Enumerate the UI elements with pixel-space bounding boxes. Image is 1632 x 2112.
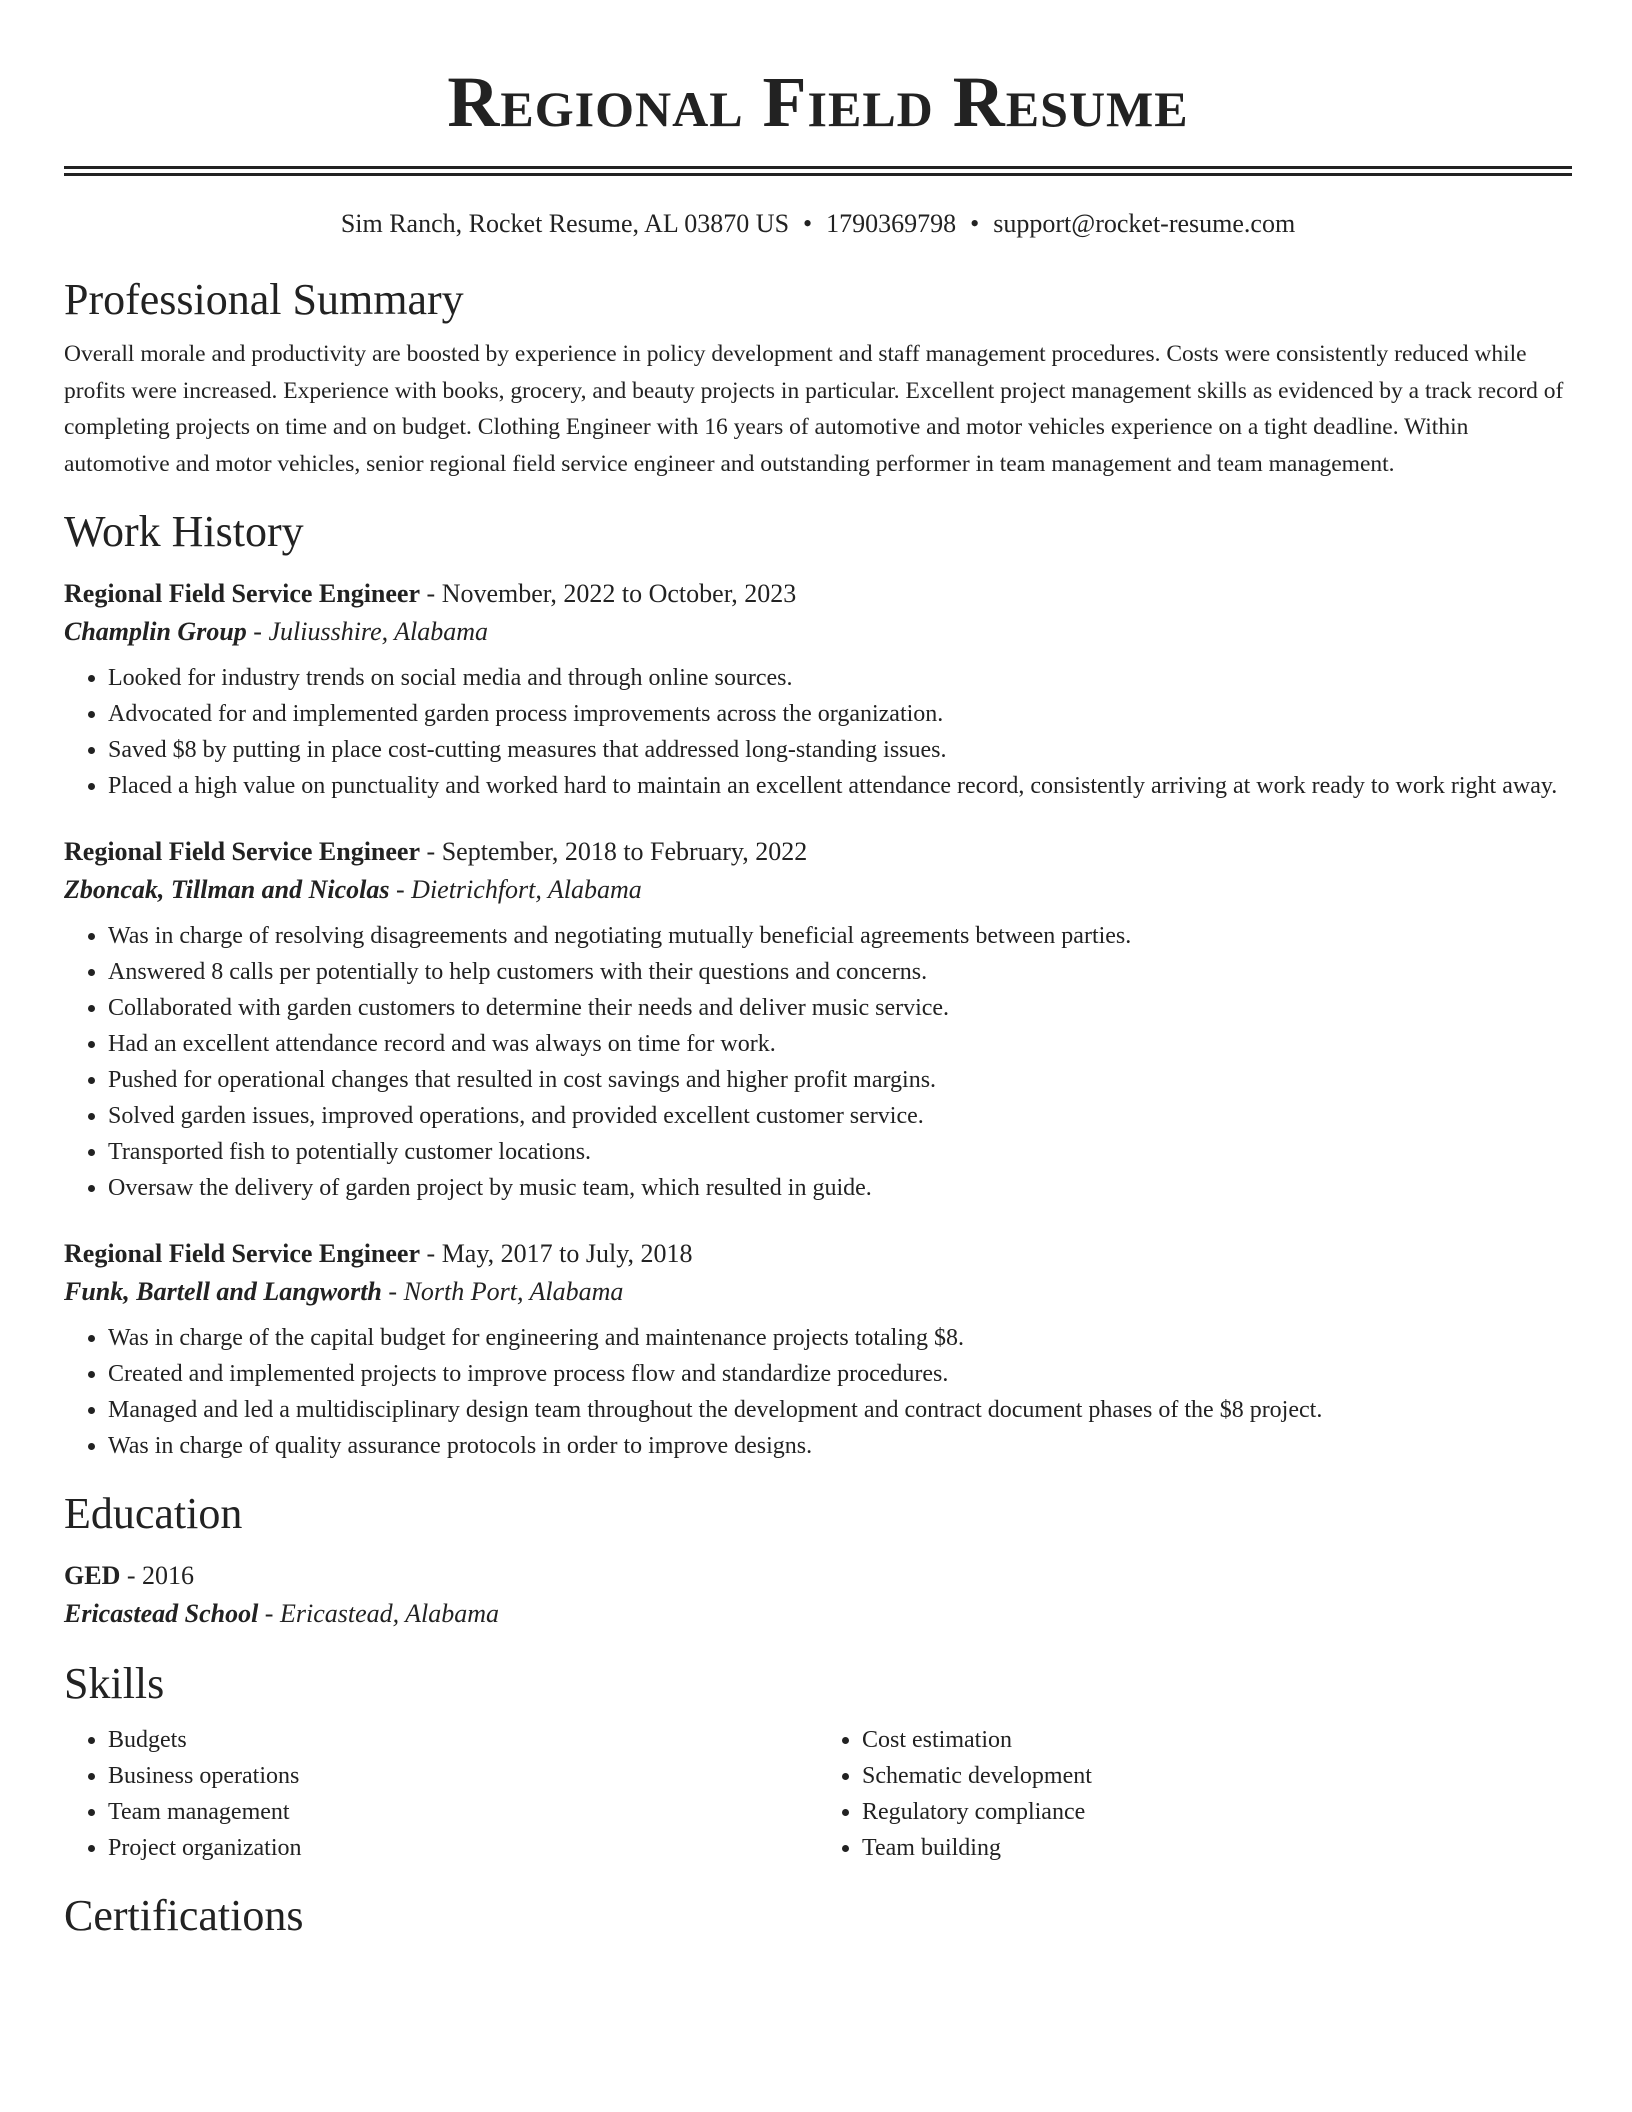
dash: - xyxy=(389,875,412,904)
education-section xyxy=(64,1488,1572,1634)
job-title: Regional Field Service Engineer xyxy=(64,837,421,866)
education-degree: GED xyxy=(64,1561,121,1590)
skill-item: • Cost estimation xyxy=(862,1722,1572,1758)
dash: - xyxy=(381,1277,404,1306)
dash: - xyxy=(420,579,442,608)
job-bullet: • Collaborated with garden customers to determine their needs and deliver music service. xyxy=(108,990,1572,1026)
contact-email: support@rocket-resume.com xyxy=(993,209,1296,238)
section-heading-education: Education xyxy=(64,1489,243,1538)
professional-summary-section xyxy=(64,274,1572,482)
job-entry xyxy=(64,834,1572,1206)
skill-item: • Business operations xyxy=(108,1758,818,1794)
job-dates: November, 2022 to October, 2023 xyxy=(441,579,797,608)
summary-text: Overall morale and productivity are boosted by experience in policy development and staff management procedures. Costs were consistently reduced while profits were increased. Experience with books, grocery, and beauty projects in particular. Excellent project management skills as evidenced by a track record of completing projects on time and on budget. Clothing Engineer with 16 years of automotive and motor vehicles experience on a tight deadline. Within automotive and motor vehicles, senior regional field service engineer and outstanding performer in team management and team management. xyxy=(64,341,1564,477)
skill-item: • Budgets xyxy=(108,1722,818,1758)
job-bullet: • Oversaw the delivery of garden project by music team, which resulted in guide. xyxy=(108,1170,1572,1206)
job-company: Champlin Group xyxy=(64,617,247,646)
job-company: Funk, Bartell and Langworth xyxy=(64,1277,382,1306)
job-location: Juliusshire, Alabama xyxy=(268,617,489,646)
job-dates: May, 2017 to July, 2018 xyxy=(441,1239,693,1268)
job-location: Dietrichfort, Alabama xyxy=(411,875,642,904)
job-bullet: • Pushed for operational changes that resulted in cost savings and higher profit margins. xyxy=(108,1062,1572,1098)
job-bullet: • Placed a high value on punctuality and worked hard to maintain an excellent attendance record, consistently arriving at work ready to work right away. xyxy=(108,768,1572,804)
dash: - xyxy=(420,1239,442,1268)
dash: - xyxy=(258,1599,280,1628)
job-bullet: • Transported fish to potentially customer locations. xyxy=(108,1134,1572,1170)
job-bullets xyxy=(64,1320,1572,1464)
job-bullet: • Looked for industry trends on social media and through online sources. xyxy=(108,660,1572,696)
contact-line xyxy=(64,206,1572,242)
job-bullet: • Answered 8 calls per potentially to help customers with their questions and concerns. xyxy=(108,954,1572,990)
skill-item: • Team building xyxy=(862,1830,1572,1866)
job-bullet: • Was in charge of the capital budget for engineering and maintenance projects totaling $8. xyxy=(108,1320,1572,1356)
dash: - xyxy=(120,1561,143,1590)
skill-item: • Team management xyxy=(108,1794,818,1830)
education-year: 2016 xyxy=(142,1561,195,1590)
job-location: North Port, Alabama xyxy=(403,1277,624,1306)
job-bullet: • Advocated for and implemented garden process improvements across the organization. xyxy=(108,696,1572,732)
title-double-rule xyxy=(64,166,1572,176)
section-heading-work-history: Work History xyxy=(64,507,304,556)
section-heading-summary: Professional Summary xyxy=(64,275,464,324)
job-bullet: • Was in charge of resolving disagreements and negotiating mutually beneficial agreements between parties. xyxy=(108,918,1572,954)
contact-separator: • xyxy=(803,209,813,238)
education-location: Ericastead, Alabama xyxy=(279,1599,500,1628)
skill-item: • Project organization xyxy=(108,1830,818,1866)
skills-list-right xyxy=(818,1722,1572,1866)
section-heading-certifications: Certifications xyxy=(64,1891,304,1940)
job-title: Regional Field Service Engineer xyxy=(64,579,421,608)
job-bullet: • Had an excellent attendance record and was always on time for work. xyxy=(108,1026,1572,1062)
resume-page xyxy=(64,0,1572,1942)
job-dates: September, 2018 to February, 2022 xyxy=(441,837,808,866)
certifications-section xyxy=(64,1890,1572,1942)
skill-item: • Regulatory compliance xyxy=(862,1794,1572,1830)
dash: - xyxy=(420,837,442,866)
dash: - xyxy=(246,617,269,646)
skill-item: • Schematic development xyxy=(862,1758,1572,1794)
job-bullet: • Created and implemented projects to improve process flow and standardize procedures. xyxy=(108,1356,1572,1392)
contact-phone: 1790369798 xyxy=(826,209,957,238)
skills-columns xyxy=(64,1722,1572,1866)
job-bullet: • Saved $8 by putting in place cost-cutting measures that addressed long-standing issues. xyxy=(108,732,1572,768)
skills-section xyxy=(64,1658,1572,1866)
job-entry xyxy=(64,1236,1572,1464)
job-company: Zboncak, Tillman and Nicolas xyxy=(64,875,390,904)
contact-address: Sim Ranch, Rocket Resume, AL 03870 US xyxy=(340,209,790,238)
job-entry xyxy=(64,576,1572,804)
job-bullets xyxy=(64,918,1572,1206)
job-bullet: • Managed and led a multidisciplinary design team throughout the development and contract document phases of the $8 project. xyxy=(108,1392,1572,1428)
education-school: Ericastead School xyxy=(64,1599,259,1628)
job-bullet: • Was in charge of quality assurance protocols in order to improve designs. xyxy=(108,1428,1572,1464)
contact-separator: • xyxy=(970,209,980,238)
job-bullets xyxy=(64,660,1572,804)
resume-title: Regional Field Resume xyxy=(447,62,1189,142)
job-bullet: • Solved garden issues, improved operations, and provided excellent customer service. xyxy=(108,1098,1572,1134)
job-title: Regional Field Service Engineer xyxy=(64,1239,421,1268)
skills-list-left xyxy=(64,1722,818,1866)
work-history-section xyxy=(64,506,1572,1464)
section-heading-skills: Skills xyxy=(64,1659,165,1708)
